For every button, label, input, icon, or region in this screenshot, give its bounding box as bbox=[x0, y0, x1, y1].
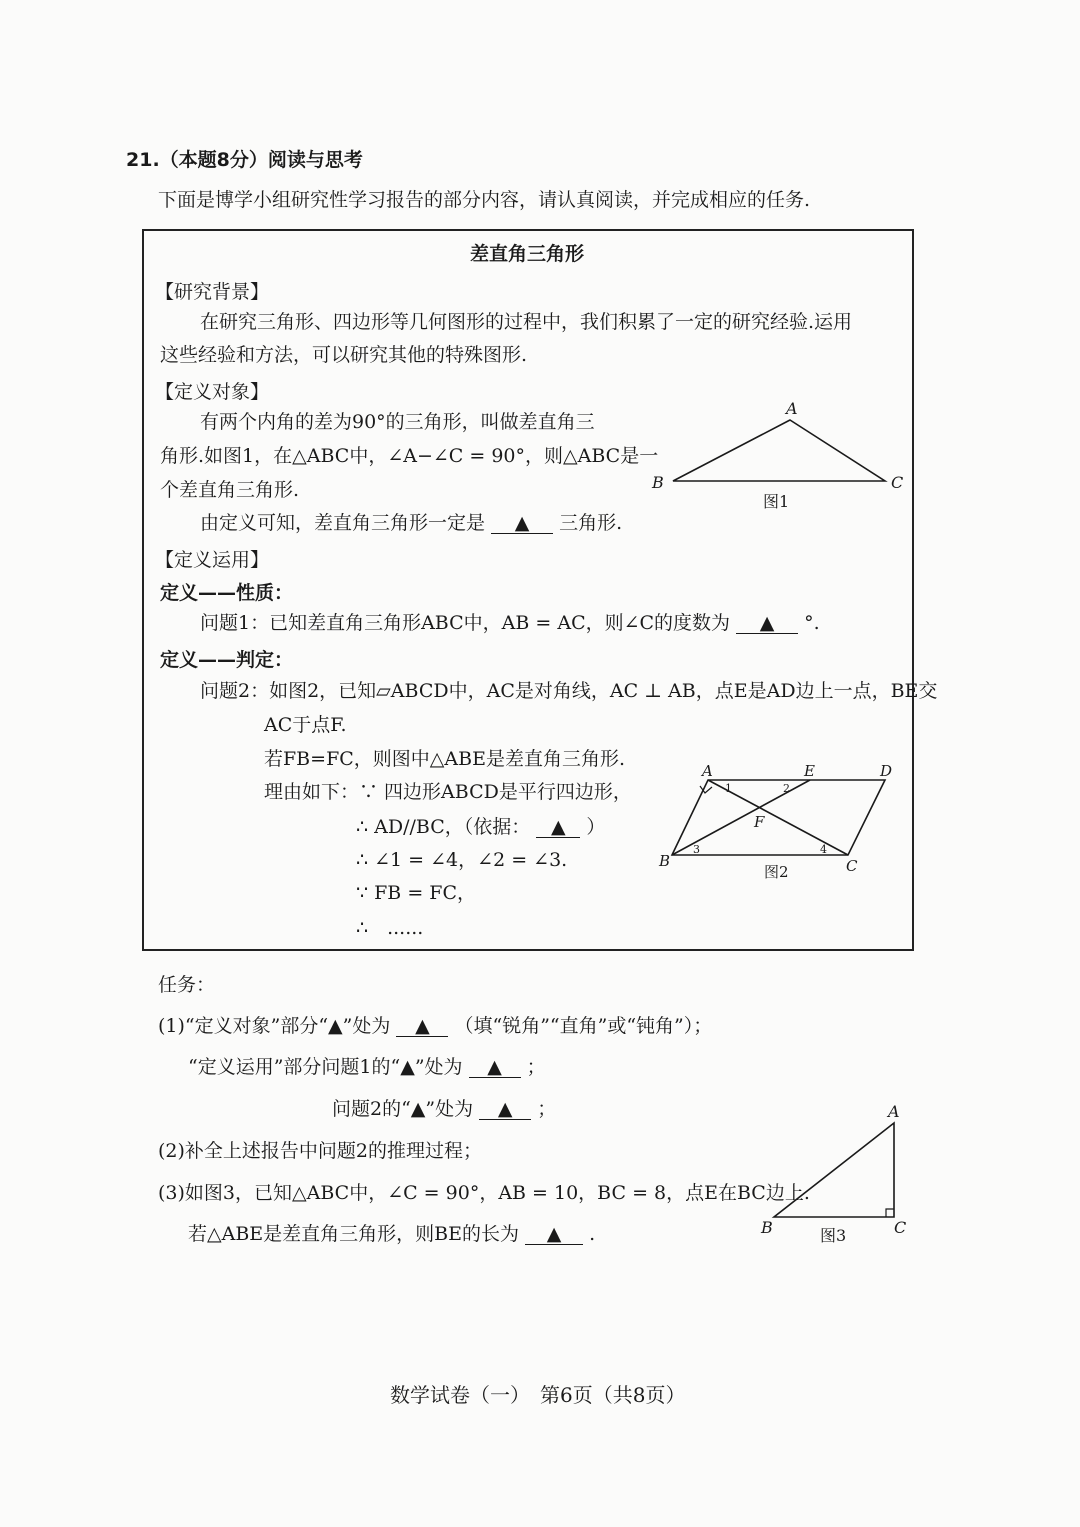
figure-3-label-c: C bbox=[894, 1218, 907, 1237]
task-1-line-3-post: ； bbox=[537, 1098, 557, 1120]
problem-1-post: °. bbox=[804, 612, 820, 634]
task-1-line-3-pre: 问题2的“▲”处为 bbox=[332, 1098, 474, 1120]
figure-3-label-a: A bbox=[888, 1102, 900, 1121]
figure-3-caption: 图3 bbox=[820, 1226, 847, 1245]
definition-line-2: 角形.如图1，在△ABC中，∠A−∠C = 90°，则△ABC是一 bbox=[160, 445, 659, 467]
task-1-line-2 bbox=[188, 1055, 546, 1079]
figure-1-caption: 图1 bbox=[763, 492, 790, 511]
definition-line-4 bbox=[200, 511, 622, 535]
background-line-2: 这些经验和方法，可以研究其他的特殊图形. bbox=[160, 344, 528, 366]
definition-line-4-pre: 由定义可知，差直角三角形一定是 bbox=[200, 512, 486, 534]
page-footer: 数学试卷（一） 第6页（共8页） bbox=[390, 1383, 686, 1407]
definition-heading: 【定义对象】 bbox=[155, 381, 270, 403]
figure-2-label-d: D bbox=[880, 762, 893, 780]
problem-2-line-5 bbox=[356, 815, 605, 839]
question-header: 21.（本题8分）阅读与思考 bbox=[126, 149, 363, 171]
figure-2 bbox=[650, 755, 910, 885]
figure-2-label-c: C bbox=[846, 857, 858, 875]
task-1-blank-1: ▲ bbox=[396, 1016, 448, 1037]
problem-2-line-7: ∵ FB = FC， bbox=[356, 882, 476, 904]
task-3-line-1: (3)如图3，已知△ABC中，∠C = 90°，AB = 10，BC = 8，点E在BC边上. bbox=[158, 1182, 810, 1204]
background-line-1: 在研究三角形、四边形等几何图形的过程中，我们积累了一定的研究经验.运用 bbox=[200, 311, 853, 333]
problem-1-blank: ▲ bbox=[736, 613, 798, 634]
criterion-heading: 定义——判定： bbox=[160, 649, 294, 671]
task-1-blank-2: ▲ bbox=[469, 1057, 521, 1078]
figure-2-angle-2: 2 bbox=[783, 782, 790, 795]
task-3-line-2-post: . bbox=[589, 1223, 596, 1245]
report-title: 差直角三角形 bbox=[470, 243, 585, 265]
figure-1-label-b: B bbox=[652, 473, 664, 492]
figure-2-label-e: E bbox=[804, 762, 815, 780]
figure-3-label-b: B bbox=[761, 1218, 773, 1237]
figure-2-caption: 图2 bbox=[764, 863, 789, 881]
figure-1-label-c: C bbox=[891, 473, 904, 492]
figure-3-triangle bbox=[774, 1123, 894, 1217]
problem-2-line-1: 问题2：如图2，已知▱ABCD中，AC是对角线，AC ⊥ AB，点E是AD边上一点，BE交 bbox=[200, 680, 938, 702]
definition-blank: ▲ bbox=[491, 513, 553, 534]
figure-2-label-f: F bbox=[754, 813, 765, 831]
task-1-line-1-post: （填“锐角”“直角”或“钝角”）； bbox=[454, 1015, 713, 1037]
figure-1-triangle bbox=[673, 420, 885, 481]
task-1-line-1 bbox=[158, 1014, 712, 1038]
problem-2-line-4: 理由如下：∵ 四边形ABCD是平行四边形， bbox=[264, 781, 632, 803]
task-1-line-1-pre: (1)“定义对象”部分“▲”处为 bbox=[158, 1015, 391, 1037]
problem-2-line-6: ∴ ∠1 = ∠4，∠2 = ∠3. bbox=[356, 849, 568, 871]
background-heading: 【研究背景】 bbox=[155, 281, 270, 303]
figure-1-label-a: A bbox=[786, 399, 798, 418]
task-1-line-2-post: ； bbox=[526, 1056, 546, 1078]
figure-2-angle-3: 3 bbox=[693, 843, 700, 856]
figure-1 bbox=[640, 395, 910, 520]
problem-2-line-8: ∴ ...... bbox=[356, 917, 424, 939]
figure-3 bbox=[752, 1098, 922, 1248]
task-1-line-3 bbox=[332, 1097, 556, 1121]
task-3-line-2 bbox=[188, 1222, 595, 1246]
task-3-line-2-pre: 若△ABE是差直角三角形，则BE的长为 bbox=[188, 1223, 519, 1245]
problem-2-line-5-pre: ∴ AD//BC，（依据： bbox=[356, 816, 531, 838]
application-heading: 【定义运用】 bbox=[155, 549, 270, 571]
problem-2-line-3: 若FB=FC，则图中△ABE是差直角三角形. bbox=[264, 748, 625, 770]
definition-line-1: 有两个内角的差为90°的三角形，叫做差直角三 bbox=[200, 411, 595, 433]
question-intro: 下面是博学小组研究性学习报告的部分内容，请认真阅读，并完成相应的任务. bbox=[158, 189, 811, 211]
figure-2-angle-4: 4 bbox=[820, 843, 827, 856]
figure-3-right-angle-mark bbox=[886, 1209, 894, 1217]
task-2: (2)补全上述报告中问题2的推理过程； bbox=[158, 1140, 483, 1162]
definition-line-3: 个差直角三角形. bbox=[160, 479, 300, 501]
problem-1-pre: 问题1：已知差直角三角形ABC中，AB = AC，则∠C的度数为 bbox=[200, 612, 731, 634]
problem-2-line-5-post: ） bbox=[586, 816, 606, 838]
tasks-heading: 任务： bbox=[158, 974, 216, 996]
problem-1 bbox=[200, 611, 820, 635]
figure-2-angle-1: 1 bbox=[725, 782, 732, 795]
task-3-blank: ▲ bbox=[525, 1224, 583, 1245]
problem-2-blank: ▲ bbox=[536, 817, 580, 838]
definition-line-4-post: 三角形. bbox=[559, 512, 623, 534]
figure-2-label-b: B bbox=[659, 852, 671, 870]
figure-2-label-a: A bbox=[702, 762, 713, 780]
task-1-line-2-pre: “定义运用”部分问题1的“▲”处为 bbox=[188, 1056, 463, 1078]
problem-2-line-2: AC于点F. bbox=[264, 714, 347, 736]
task-1-blank-3: ▲ bbox=[479, 1099, 531, 1120]
property-heading: 定义——性质： bbox=[160, 582, 294, 604]
